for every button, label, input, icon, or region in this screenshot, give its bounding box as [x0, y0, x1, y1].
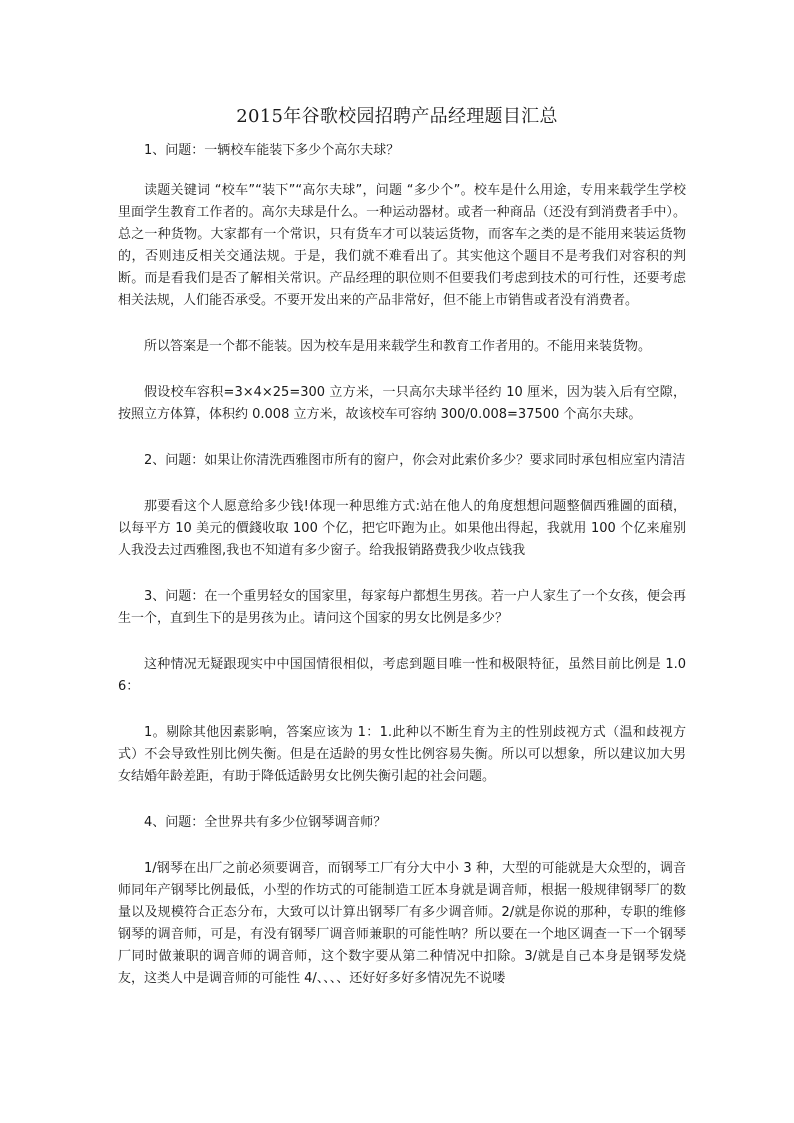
answer-3-paragraph-2: 1。剔除其他因素影响，答案应该为 1：1.此种以不断生育为主的性别歧视方式（温和歧视方式）不会导致性别比例失衡。但是在适龄的男女性比例容易失衡。所以可以想象，所以建议加大男女结婚年龄差距，有助于降低适龄男女比例失衡引起的社会问题。 [118, 725, 686, 784]
answer-1-paragraph-1: 读题关键词 “校车”“装下”“高尔夫球”，问题 “多少个”。校车是什么用途，专用来载学生学校里面学生教育工作者的。高尔夫球是什么。一种运动器材。或者一种商品（还没有到消费者手中）。总之一种货物。大家都有一个常识，只有货车才可以装运货物，而客车之类的是不能用来装运货物的，否则违反相关交通法规。于是，我们就不难看出了。其实他这个题目不是考我们对容积的判断。而是看我们是否了解相关常识。产品经理的职位则不但要我们考虑到技术的可行性，还要考虑相关法规，人们能否承受。不要开发出来的产品非常好，但不能上市销售或者没有消费者。 [118, 183, 686, 308]
question-3: 3、问题：在一个重男轻女的国家里，每家每户都想生男孩。若一户人家生了一个女孩，便会再生一个，直到生下的是男孩为止。请问这个国家的男女比例是多少？ [118, 589, 686, 626]
answer-2: 那要看这个人愿意给多少钱!体现一种思维方式:站在他人的角度想想问题整個西雅圖的面積，以每平方 10 美元的價錢收取 100 个亿，把它吓跑为止。如果他出得起，我就用 100 个亿来雇别人我没去过西雅图,我也不知道有多少窗子。给我报销路费我少收点钱我 [118, 499, 686, 558]
answer-1-paragraph-3: 假设校车容积=3×4×25=300 立方米，一只高尔夫球半径约 10 厘米，因为装入后有空隙，按照立方体算，体积约 0.008 立方米，故该校车可容纳 300/0.008=37500 个高尔夫球。 [118, 385, 686, 422]
document-body [118, 140, 686, 990]
question-1: 1、问题：一辆校车能装下多少个高尔夫球？ [144, 143, 400, 158]
answer-3-paragraph-1: 这种情况无疑跟现实中中国国情很相似，考虑到题目唯一性和极限特征，虽然目前比例是 1.06： [118, 657, 686, 694]
question-4: 4、问题：全世界共有多少位钢琴调音师？ [144, 815, 387, 830]
answer-1-paragraph-2: 所以答案是一个都不能装。因为校车是用来载学生和教育工作者用的。不能用来装货物。 [144, 339, 652, 354]
question-2: 2、问题：如果让你清洗西雅图市所有的窗户，你会对此索价多少？要求同时承包相应室内清洁 [144, 453, 686, 468]
document-title: 2015年谷歌校园招聘产品经理题目汇总 [236, 106, 558, 127]
answer-4: 1/钢琴在出厂之前必须要调音，而钢琴工厂有分大中小 3 种，大型的可能就是大众型的，调音师同年产钢琴比例最低，小型的作坊式的可能制造工匠本身就是调音师，根据一般规律钢琴厂的数量以及规模符合正态分布，大致可以计算出钢琴厂有多少调音师。2/就是你说的那种，专职的维修钢琴的调音师，可是，有没有钢琴厂调音师兼职的可能性呐？所以要在一个地区调查一下一个钢琴厂同时做兼职的调音师的调音师，这个数字要从第二种情况中扣除。3/就是自己本身是钢琴发烧友，这类人中是调音师的可能性 4/、、、、还好好多好多情况先不说喽 [118, 861, 686, 986]
